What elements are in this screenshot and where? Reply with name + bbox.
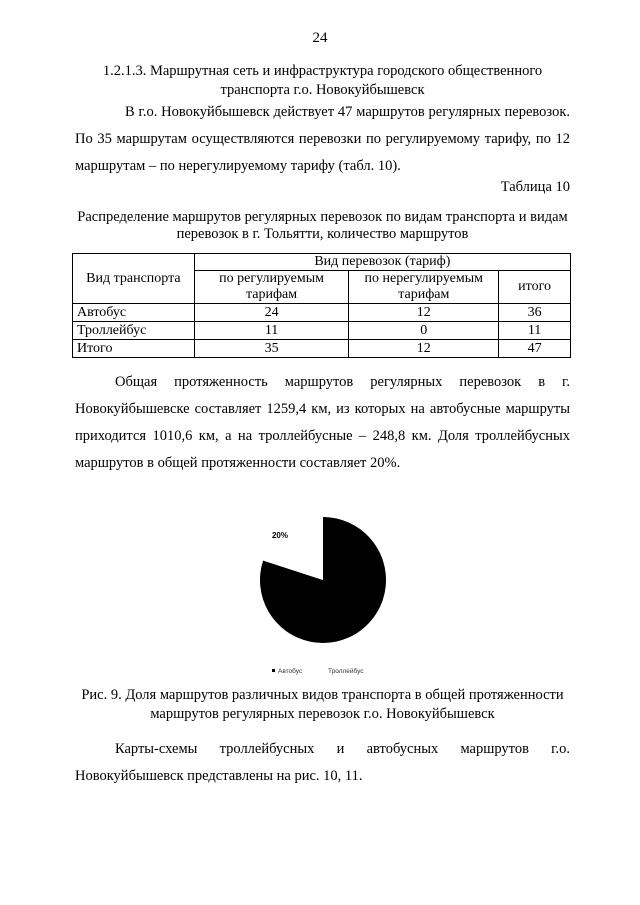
table-row xyxy=(73,322,571,340)
table-row xyxy=(73,340,571,358)
cell-total: 11 xyxy=(499,322,571,340)
section-heading: 1.2.1.3. Маршрутная сеть и инфраструктура городского общественного транспорта г.о. Новокуйбышевск xyxy=(102,63,543,98)
header-total: итого xyxy=(499,271,571,304)
legend-label: Автобус xyxy=(278,668,303,675)
pie-chart xyxy=(200,500,440,690)
paragraph-1: В г.о. Новокуйбышевск действует 47 маршрутов регулярных перевозок. По 35 маршрутам осуществляются перевозки по регулируемому тарифу, по 12 маршрутам – по нерегулируемому тарифу (табл. 10). xyxy=(75,104,570,174)
header-tariff-group: Вид перевозок (тариф) xyxy=(194,254,570,271)
row-name: Автобус xyxy=(73,304,195,322)
legend-marker xyxy=(322,669,325,672)
cell-regulated: 35 xyxy=(194,340,349,358)
cell-unregulated: 0 xyxy=(349,322,499,340)
header-transport-type: Вид транспорта xyxy=(73,254,195,304)
page-number: 24 xyxy=(312,30,328,46)
table-row xyxy=(73,304,571,322)
cell-regulated: 24 xyxy=(194,304,349,322)
header-regulated: по регулируемым тарифам xyxy=(194,271,349,304)
header-unregulated: по нерегулируемым тарифам xyxy=(349,271,499,304)
row-name: Итого xyxy=(73,340,195,358)
cell-regulated: 11 xyxy=(194,322,349,340)
routes-table xyxy=(72,253,571,358)
cell-unregulated: 12 xyxy=(349,340,499,358)
table-label: Таблица 10 xyxy=(500,179,570,195)
row-name: Троллейбус xyxy=(73,322,195,340)
table-header-row xyxy=(73,254,571,271)
paragraph-2: Общая протяженность маршрутов регулярных перевозок в г. Новокуйбышевске составляет 1259,4 км, из которых на автобусные маршруты приходится 1010,6 км, а на троллейбусные – 248,8 км. Доля троллейбусных маршрутов в общей протяженности составляет 20%. xyxy=(75,374,570,471)
pie-chart-svg xyxy=(200,500,440,690)
legend-label: Троллейбус xyxy=(328,668,364,675)
cell-unregulated: 12 xyxy=(349,304,499,322)
table-caption: Распределение маршрутов регулярных перевозок по видам транспорта и видам перевозок в г. Тольятти, количество маршрутов xyxy=(77,209,568,242)
legend-marker xyxy=(272,669,275,672)
paragraph-3: Карты-схемы троллейбусных и автобусных маршрутов г.о. Новокуйбышевск представлены на рис. 10, 11. xyxy=(75,741,570,784)
pie-data-label: 20% xyxy=(271,531,289,540)
cell-total: 36 xyxy=(499,304,571,322)
figure-caption: Рис. 9. Доля маршрутов различных видов транспорта в общей протяженности маршрутов регулярных перевозок г.о. Новокуйбышевск xyxy=(81,687,564,722)
cell-total: 47 xyxy=(499,340,571,358)
